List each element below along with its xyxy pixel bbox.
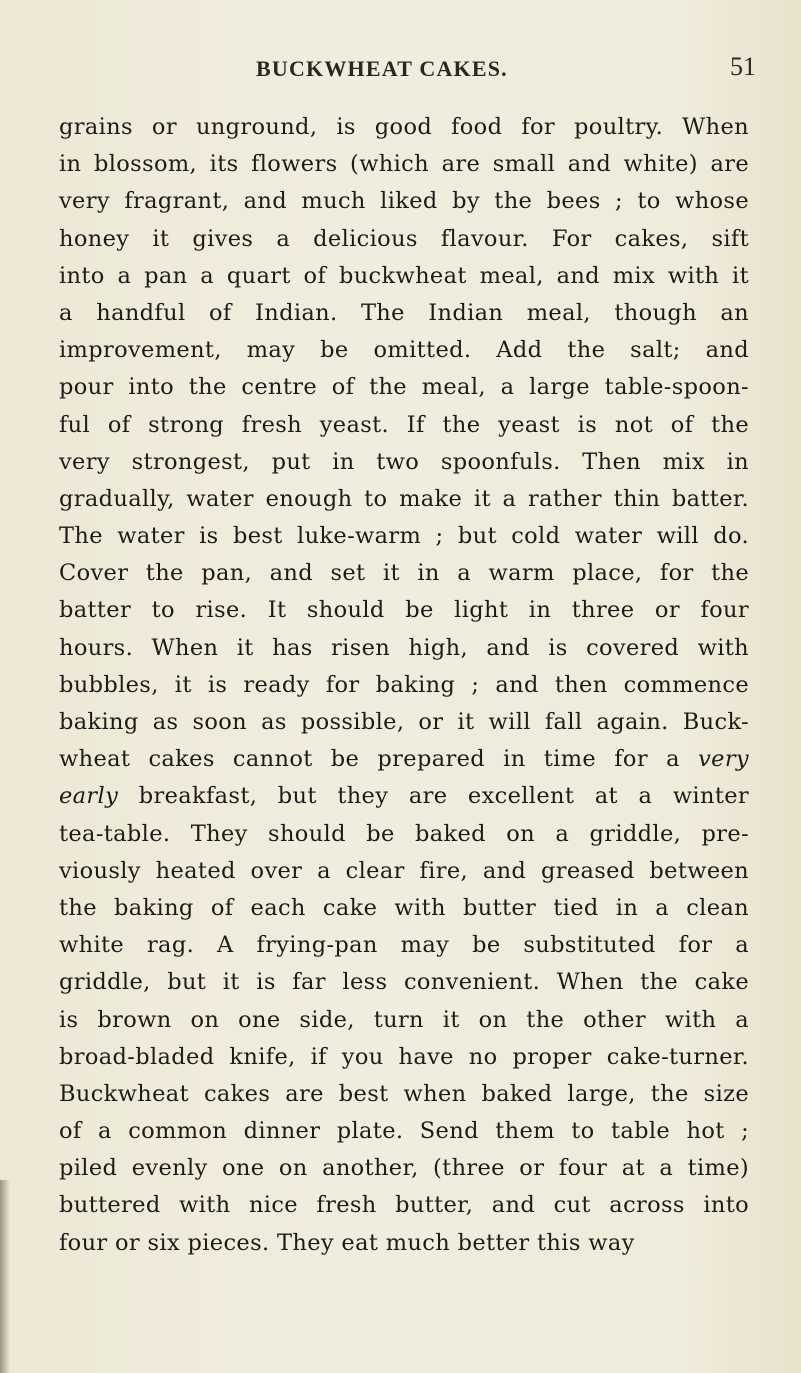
page-header xyxy=(0,52,801,88)
text-line: Cover the pan, and set it in a warm place, for the xyxy=(59,560,749,587)
text-line: bubbles, it is ready for baking ; and then commence xyxy=(59,671,749,698)
text-line: viously heated over a clear fire, and greased between xyxy=(59,857,749,884)
text-line: griddle, but it is far less convenient. When the cake xyxy=(59,969,749,996)
text-line: batter to rise. It should be light in three or four xyxy=(59,597,749,624)
text-line-italic xyxy=(59,741,749,778)
text-line: of a common dinner plate. Send them to table hot ; xyxy=(59,1118,749,1145)
running-head: BUCKWHEAT CAKES. xyxy=(256,56,508,81)
text-line: the baking of each cake with butter tied in a clean xyxy=(59,894,749,921)
text-line: broad-bladed knife, if you have no proper cake-turner. xyxy=(59,1043,749,1070)
emphasis-text: early xyxy=(59,783,119,810)
text-line: in blossom, its flowers (which are small and white) are xyxy=(59,151,749,178)
emphasis-text: very xyxy=(698,746,749,773)
text-line: into a pan a quart of buckwheat meal, and mix with it xyxy=(59,262,749,289)
text-line: Buckwheat cakes are best when baked large, the size xyxy=(59,1080,749,1107)
text-line: very strongest, put in two spoonfuls. Then mix in xyxy=(59,448,749,475)
text-line: baking as soon as possible, or it will fall again. Buck- xyxy=(59,709,749,735)
text-line: The water is best luke-warm ; but cold water will do. xyxy=(59,523,749,550)
page-edge-shadow xyxy=(0,1180,10,1373)
text-line: four or six pieces. They eat much better this way xyxy=(59,1229,635,1256)
text-line: a handful of Indian. The Indian meal, though an xyxy=(59,299,749,326)
page-number: 51 xyxy=(730,52,756,81)
text-line: buttered with nice fresh butter, and cut across into xyxy=(59,1192,749,1219)
text-line: grains or unground, is good food for poultry. When xyxy=(59,114,749,140)
text-fragment: breakfast, but they are excellent at a winter xyxy=(118,783,749,810)
text-line: hours. When it has risen high, and is covered with xyxy=(59,634,749,661)
text-line: white rag. A frying-pan may be substituted for a xyxy=(59,932,749,959)
body-text xyxy=(59,109,749,1262)
text-line: pour into the centre of the meal, a large table-spoon- xyxy=(59,374,749,401)
text-line-italic xyxy=(59,778,749,815)
text-line: gradually, water enough to make it a rather thin batter. xyxy=(59,485,749,512)
text-fragment: wheat cakes cannot be prepared in time for a xyxy=(59,746,699,773)
text-line: ful of strong fresh yeast. If the yeast is not of the xyxy=(59,411,749,438)
text-line: honey it gives a delicious flavour. For cakes, sift xyxy=(59,225,749,252)
text-line: very fragrant, and much liked by the bees ; to whose xyxy=(59,188,749,215)
text-line: improvement, may be omitted. Add the salt; and xyxy=(59,337,749,364)
text-line: is brown on one side, turn it on the other with a xyxy=(59,1006,749,1033)
text-line: piled evenly one on another, (three or four at a time) xyxy=(59,1155,749,1182)
text-line: tea-table. They should be baked on a griddle, pre- xyxy=(59,820,749,847)
